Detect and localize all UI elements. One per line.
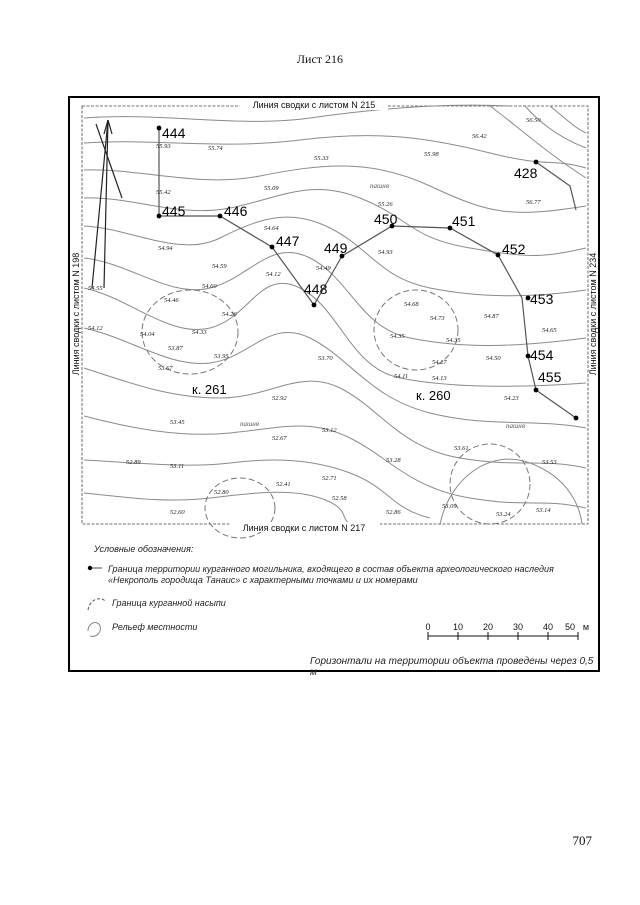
map-frame	[68, 96, 600, 678]
elevation-label: 54.23	[504, 395, 519, 402]
elevation-label: 56.42	[472, 133, 487, 140]
legend-title: Условные обозначения:	[94, 544, 194, 554]
point-label: 454	[530, 347, 554, 363]
scale-tick-label: 40	[542, 622, 554, 632]
elevation-label: 55.09	[264, 185, 279, 192]
elevation-label: 52.92	[272, 395, 287, 402]
elevation-label: 52.60	[170, 509, 185, 516]
field-label: пашня	[370, 182, 390, 190]
point-label: 452	[502, 241, 526, 257]
legend-mound-icon	[88, 599, 106, 610]
elevation-label: 53.09	[442, 503, 457, 510]
point-label: 445	[162, 203, 186, 219]
elevation-label: 53.95	[214, 353, 229, 360]
mound-boundary-k261	[142, 290, 238, 374]
legend-item-mound: Граница курганной насыпи	[112, 598, 226, 608]
elevation-label: 53.67	[158, 365, 173, 372]
scale-unit: м	[582, 622, 590, 632]
elevation-label: 55.33	[314, 155, 329, 162]
elevation-label: 55.98	[424, 151, 439, 158]
border-label-bottom: Линия сводки с листом N 217	[242, 523, 366, 533]
point-452-marker	[496, 253, 501, 258]
border-label-top: Линия сводки с листом N 215	[252, 100, 376, 110]
elevation-label: 52.58	[332, 495, 347, 502]
map-inner-border	[82, 106, 588, 524]
elevation-label: 52.86	[386, 509, 401, 516]
legend-item-relief: Рельеф местности	[112, 622, 198, 632]
elevation-label: 54.65	[542, 327, 557, 334]
point-455-marker	[534, 388, 539, 393]
point-446-marker	[218, 214, 223, 219]
elevation-label: 54.87	[484, 313, 499, 320]
contour-line	[84, 328, 586, 428]
border-label-left: Линия сводки с листом N 198	[71, 252, 81, 376]
elevation-label: 53.28	[386, 457, 401, 464]
elevation-label: 54.49	[316, 265, 331, 272]
elevation-label: 54.59	[212, 263, 227, 270]
territory-boundary	[536, 162, 576, 210]
point-447-marker	[270, 245, 275, 250]
elevation-label: 53.24	[496, 511, 511, 518]
point-label: 453	[530, 291, 554, 307]
elevation-label: 54.68	[404, 301, 419, 308]
elevation-label: 54.64	[264, 225, 279, 232]
legend-symbols	[88, 566, 106, 637]
elevation-label: 55.93	[156, 143, 171, 150]
elevation-label: 54.04	[140, 331, 155, 338]
point-label: 446	[224, 203, 248, 219]
elevation-label: 54.94	[158, 245, 173, 252]
elevation-label: 55.74	[208, 145, 223, 152]
elevation-label: 56.50	[526, 117, 541, 124]
point-445-marker	[157, 214, 162, 219]
point-448-marker	[312, 303, 317, 308]
point-444-marker	[157, 126, 162, 131]
elevation-label: 55.26	[378, 201, 393, 208]
elevation-label: 54.73	[430, 315, 445, 322]
point-label: 447	[276, 233, 300, 249]
scale-tick-label: 10	[452, 622, 464, 632]
legend-relief-icon	[88, 623, 100, 637]
elevation-label: 54.26	[222, 311, 237, 318]
scale-bar	[425, 622, 589, 640]
scale-tick-label: 50	[564, 622, 576, 632]
mound-boundary	[450, 444, 530, 524]
elevation-label: 53.70	[318, 355, 333, 362]
point-label: 448	[304, 281, 328, 297]
contour-line	[84, 252, 586, 345]
contour-line	[84, 460, 430, 518]
elevation-label: 54.60	[202, 283, 217, 290]
point-label: 450	[374, 211, 398, 227]
map-canvas	[70, 98, 598, 670]
mound-label: к. 260	[416, 388, 451, 403]
elevation-label: 54.12	[266, 271, 281, 278]
elevation-label: 53.45	[170, 419, 185, 426]
elevation-label: 54.93	[378, 249, 393, 256]
elevation-label: 53.61	[454, 445, 469, 452]
elevation-label: 54.33	[192, 329, 207, 336]
elevation-label: 52.89	[126, 459, 141, 466]
elevation-label: 54.46	[164, 297, 179, 304]
scale-tick-label: 20	[482, 622, 494, 632]
point-label: 444	[162, 125, 186, 141]
point-428-marker	[534, 160, 539, 165]
scale-tick-label: 30	[512, 622, 524, 632]
elevation-label: 54.11	[394, 373, 409, 380]
elevation-label: 54.35	[390, 333, 405, 340]
elevation-label: 53.87	[168, 345, 183, 352]
point-label: 455	[538, 369, 562, 385]
elevation-label: 52.71	[322, 475, 337, 482]
elevation-label: 54.50	[486, 355, 501, 362]
elevation-label: 54.13	[432, 375, 447, 382]
point-label: 449	[324, 240, 348, 256]
legend-item-boundary: Граница территории курганного могильника, входящего в состав объекта археологического наследия «Некрополь городища Танаис» с характерными точками и их номерами	[108, 564, 554, 585]
legend-note: Горизонтали на территории объекта проведены через 0,5 м	[310, 656, 594, 678]
elevation-label: 53.53	[542, 459, 557, 466]
page-number: 707	[572, 833, 592, 848]
field-label: пашня	[240, 420, 260, 428]
contour-line	[84, 492, 350, 524]
contour-line	[550, 106, 586, 133]
field-label: пашня	[506, 422, 526, 430]
elevation-label: 53.14	[536, 507, 551, 514]
point-label: 428	[514, 165, 538, 181]
contour-line	[84, 368, 586, 468]
elevation-label: 54.12	[88, 325, 103, 332]
elevation-label: 52.67	[272, 435, 287, 442]
elevation-label: 52.41	[276, 481, 291, 488]
elevation-label: 54.55	[88, 285, 103, 292]
elevation-label: 54.35	[446, 337, 461, 344]
point-label: 451	[452, 213, 476, 229]
elevation-label: 54.27	[432, 359, 447, 366]
elevation-label: 53.12	[322, 427, 337, 434]
border-label-right: Линия сводки с листом N 234	[588, 252, 598, 376]
elevation-label: 56.77	[526, 199, 541, 206]
scale-tick-label: 0	[425, 622, 431, 632]
elevation-label: 55.42	[156, 189, 171, 196]
elevation-label: 53.11	[170, 463, 185, 470]
elevation-label: 52.80	[214, 489, 229, 496]
point-edge-marker	[574, 416, 579, 421]
sheet-title: Лист 216	[296, 52, 344, 66]
mound-label: к. 261	[192, 382, 227, 397]
contour-line	[440, 459, 582, 524]
